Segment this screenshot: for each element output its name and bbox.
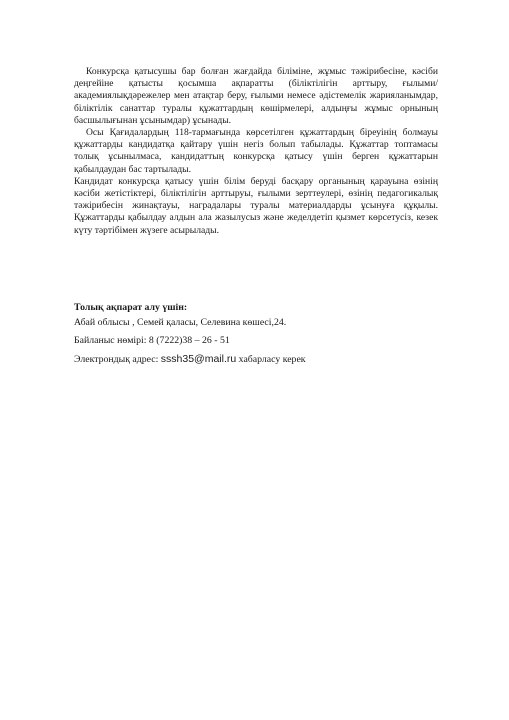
- paragraph-missing-documents: Осы Қағидалардың 118-тармағында көрсетілген құжаттардың біреуінің болмауы құжаттарды кандидатқа қайтару үшін негіз болып табылады. Құжаттар топтамасы толық ұсынылмаса, кандидаттың конкурсқа қатысу үшін берген құжаттарын қабылдаудан бас тартылады.: [74, 127, 438, 175]
- email-prefix: Электрондық адрес:: [74, 354, 159, 365]
- email-suffix: хабарласу керек: [238, 354, 306, 365]
- paragraph-additional-info: Конкурсқа қатысушы бар болған жағдайда біліміне, жұмыс тәжірибесіне, кәсіби деңгейіне қатысты қосымша ақпаратты (біліктілігін арттыру, ғылыми/академиялықдәрежелер мен атақтар беру, ғылыми немесе әдістемелік жарияланымдар, біліктілік санаттар туралы құжаттардың көшірмелері, алдыңғы жұмыс орнының басшылығынан ұсынымдар) ұсынады.: [74, 66, 438, 126]
- paragraph-candidate-materials: Кандидат конкурсқа қатысу үшін білім беруді басқару органының қарауына өзінің кәсіби жетістіктері, біліктілігін арттыруы, ғылыми зерттеулері, өзінің педагогикалық тәжірибесін жинақтауы, наградалары туралы материалдарды ұсынуға құқылы. Құжаттарды қабылдау алдын ала жазылусыз және жеделдетіп қызмет көрсетусіз, кезек күту тәртібімен жүзеге асырылады.: [74, 175, 438, 236]
- contact-phone: Байланыс нөмірі: 8 (7222)38 – 26 - 51: [74, 335, 230, 346]
- document-body: [74, 66, 438, 237]
- email-link[interactable]: sssh35@mail.ru: [160, 353, 237, 365]
- contact-email-line: [74, 350, 438, 369]
- contact-address: Абай облысы , Семей қаласы, Селевина көшесі,24.: [74, 317, 287, 328]
- contact-section: [74, 301, 438, 369]
- contact-title: Толық ақпарат алу үшін:: [74, 302, 188, 313]
